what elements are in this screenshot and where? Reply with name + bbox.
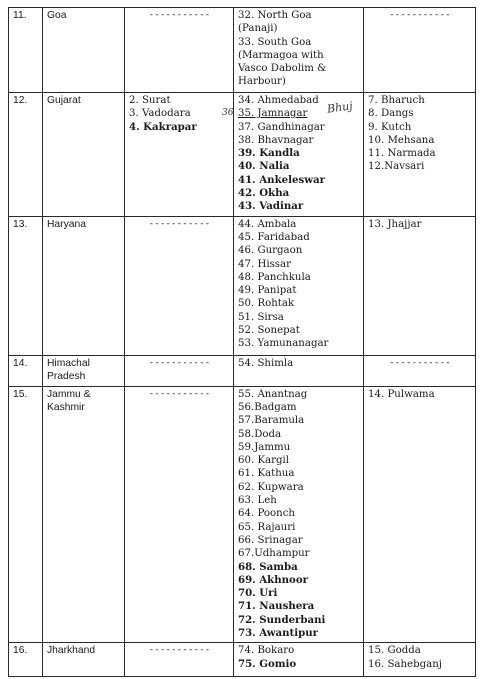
district-entry: 70. Uri xyxy=(238,587,278,600)
state-name-cell xyxy=(43,216,125,355)
district-list-cell xyxy=(234,8,364,93)
table-row xyxy=(9,216,476,355)
empty-dash: ----------- xyxy=(148,645,211,656)
empty-dash: ----------- xyxy=(148,10,211,20)
district-entry: 8. Dangs xyxy=(368,108,414,120)
other-districts-cell xyxy=(364,8,476,93)
district-entry: 12.Navsari xyxy=(368,161,425,173)
serial-number-cell xyxy=(9,216,43,355)
district-entry: 48. Panchkula xyxy=(238,271,311,283)
district-entry: 66. Srinagar xyxy=(238,534,303,546)
category-b-cell xyxy=(125,93,234,217)
district-entry: 32. North Goa xyxy=(238,10,312,21)
district-entry: 75. Gomio xyxy=(238,657,297,670)
district-entry: 54. Shimla xyxy=(238,357,294,369)
state-name-line: Jammu & xyxy=(47,388,91,400)
other-districts-cell xyxy=(364,355,476,386)
district-entry: 49. Panipat xyxy=(238,285,297,297)
table-body xyxy=(9,8,476,677)
district-entry: 73. Awantipur xyxy=(238,627,319,640)
category-b-cell xyxy=(125,643,234,677)
district-entry: 46. Gurgaon xyxy=(238,245,303,257)
district-entry: 42. Okha xyxy=(238,187,290,200)
table-row xyxy=(9,8,476,93)
serial-number-cell xyxy=(9,355,43,386)
table-row xyxy=(9,386,476,643)
district-list-cell xyxy=(234,216,364,355)
serial-number-cell xyxy=(9,386,43,643)
district-entry: 37. Gandhinagar xyxy=(238,121,325,133)
district-list-cell xyxy=(234,355,364,386)
state-name-line: Haryana xyxy=(47,218,86,230)
state-name-line: Pradesh xyxy=(47,370,86,382)
district-entry: 60. Kargil xyxy=(238,455,290,467)
district-entry: 40. Nalia xyxy=(238,160,290,173)
serial-number-cell xyxy=(9,643,43,677)
state-name-line: Himachal xyxy=(47,357,90,369)
district-entry: 69. Akhnoor xyxy=(238,573,309,586)
district-entry: 67.Udhampur xyxy=(238,548,310,560)
table-row xyxy=(9,643,476,677)
table-row xyxy=(9,355,476,386)
district-entry: (Panaji) xyxy=(238,23,278,35)
district-entry: 71. Naushera xyxy=(238,600,315,613)
district-entry: 61. Kathua xyxy=(238,468,295,480)
city-entry: 2. Surat xyxy=(129,95,171,106)
district-entry: 50. Rohtak xyxy=(238,298,295,310)
district-entry: 62. Kupwara xyxy=(238,481,304,493)
district-entry: 64. Poonch xyxy=(238,508,295,520)
district-entry: 52. Sonepat xyxy=(238,325,300,337)
serial-number: 12. xyxy=(13,95,28,106)
state-name-cell xyxy=(43,386,125,643)
district-entry: 16. Sahebganj xyxy=(368,658,442,670)
district-entry: 72. Sunderbani xyxy=(238,613,326,626)
district-entry: 14. Pulwama xyxy=(368,388,435,400)
district-entry: 58.Doda xyxy=(238,428,282,440)
state-name-cell xyxy=(43,355,125,386)
serial-number-cell xyxy=(9,93,43,217)
table-row xyxy=(9,93,476,217)
city-entry: 4. Kakrapar xyxy=(129,120,197,133)
state-name-cell xyxy=(43,8,125,93)
serial-number: 13. xyxy=(13,218,28,230)
district-entry: 56.Badgam xyxy=(238,401,297,413)
district-list-cell xyxy=(234,386,364,643)
empty-dash: ----------- xyxy=(389,357,451,368)
empty-dash: ----------- xyxy=(148,357,211,368)
category-b-cell xyxy=(125,8,234,93)
district-entry: 43. Vadinar xyxy=(238,200,304,213)
empty-dash: ----------- xyxy=(148,218,211,229)
district-entry: 10. Mehsana xyxy=(368,134,435,146)
serial-number: 16. xyxy=(13,645,28,657)
district-entry: 9. Kutch xyxy=(368,121,412,133)
state-name-line: Goa xyxy=(47,10,67,21)
empty-dash: ----------- xyxy=(389,10,451,20)
handwritten-margin-number: 36 xyxy=(222,108,234,118)
district-entry: 45. Faridabad xyxy=(238,231,310,243)
district-entry: 38. Bhavnagar xyxy=(238,134,314,146)
serial-number: 11. xyxy=(13,10,27,21)
empty-dash: ----------- xyxy=(148,388,211,399)
handwritten-note: Bhuj xyxy=(326,99,354,116)
state-name-line: Jharkhand xyxy=(47,645,96,657)
district-entry: 41. Ankeleswar xyxy=(238,173,325,186)
district-entry: 35. Jamnagar xyxy=(238,108,308,120)
category-b-cell xyxy=(125,386,234,643)
district-entry: Vasco Dabolim & xyxy=(238,63,327,75)
district-entry: 51. Sirsa xyxy=(238,311,284,323)
district-entry: 13. Jhajjar xyxy=(368,218,422,230)
state-name-line: Kashmir xyxy=(47,401,85,413)
district-entry: 59.Jammu xyxy=(238,441,291,453)
serial-number: 15. xyxy=(13,388,28,400)
district-entry: 65. Rajauri xyxy=(238,521,296,533)
district-entry: 44. Ambala xyxy=(238,218,297,230)
state-name-cell xyxy=(43,643,125,677)
category-b-cell xyxy=(125,216,234,355)
district-entry: Harbour) xyxy=(238,76,286,88)
district-entry: 53. Yamunanagar xyxy=(238,338,329,350)
other-districts-cell xyxy=(364,216,476,355)
state-name-cell xyxy=(43,93,125,217)
city-entry: 3. Vadodara xyxy=(129,108,191,120)
district-entry: (Marmagoa with xyxy=(238,49,324,61)
state-name-line: Gujarat xyxy=(47,95,81,106)
district-table xyxy=(8,7,476,677)
district-entry: 11. Narmada xyxy=(368,148,436,160)
district-entry: 34. Ahmedabad xyxy=(238,95,319,106)
district-entry: 63. Leh xyxy=(238,495,277,507)
serial-number: 14. xyxy=(13,357,28,369)
district-entry: 57.Baramula xyxy=(238,415,305,427)
district-entry: 39. Kandla xyxy=(238,147,300,160)
district-entry: 47. Hissar xyxy=(238,258,291,270)
district-entry: 15. Godda xyxy=(368,645,421,657)
other-districts-cell xyxy=(364,93,476,217)
other-districts-cell xyxy=(364,386,476,643)
district-entry: 68. Samba xyxy=(238,560,298,573)
district-entry: 7. Bharuch xyxy=(368,95,425,106)
district-list-cell xyxy=(234,643,364,677)
district-entry: 74. Bokaro xyxy=(238,645,295,657)
other-districts-cell xyxy=(364,643,476,677)
district-list-cell xyxy=(222,93,364,217)
district-entry: 55. Anantnag xyxy=(238,388,308,400)
district-entry: 33. South Goa xyxy=(238,36,312,48)
serial-number-cell xyxy=(9,8,43,93)
category-b-cell xyxy=(125,355,234,386)
